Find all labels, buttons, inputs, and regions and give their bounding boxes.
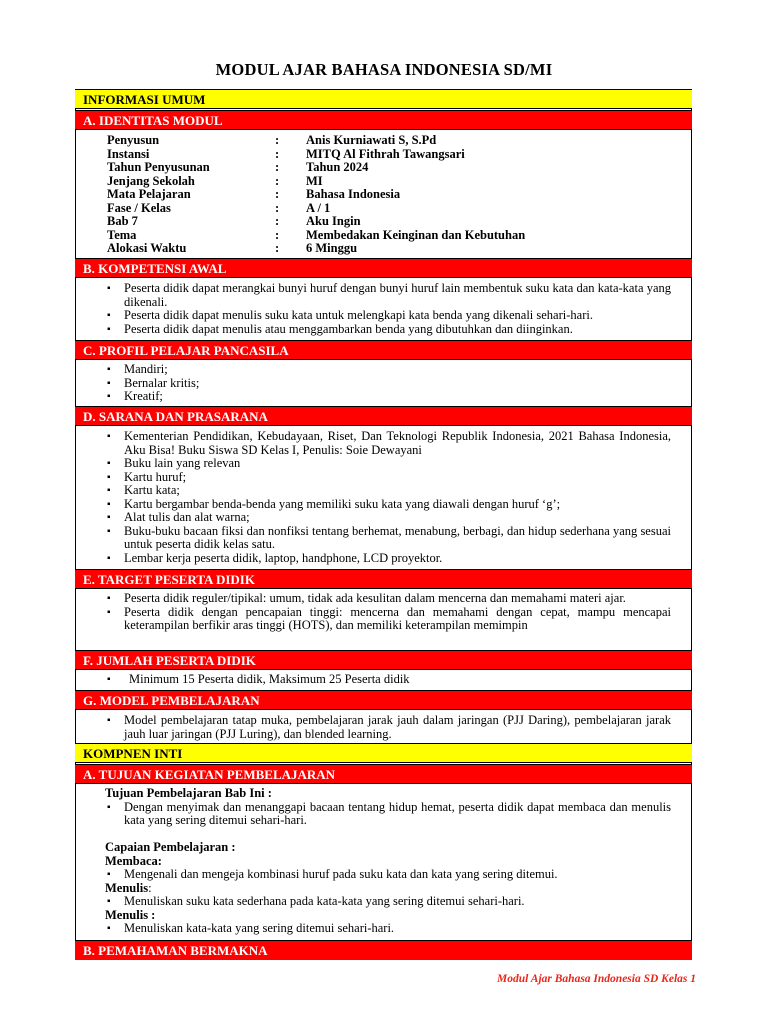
list-item: [105, 592, 671, 606]
header-tujuan-kegiatan: A. TUJUAN KEGIATAN PEMBELAJARAN: [75, 764, 692, 784]
list-item-text: Model pembelajaran tatap muka, pembelajaran jarak jauh dalam jaringan (PJJ Daring), pembelajaran jarak jauh luar jaringan (PJJ Luring), dan blended learning.: [124, 713, 671, 741]
list-item-text: Buku-buku bacaan fiksi dan nonfiksi tentang berhemat, menabung, berbagi, dan hidup sederhana yang sesuai untuk peserta didik kelas satu.: [124, 523, 671, 551]
list-item: [105, 323, 671, 337]
list-item: [105, 430, 671, 457]
list-item-text: Peserta didik dapat menulis atau menggambarkan benda yang dibutuhkan dan diinginkan.: [124, 321, 573, 336]
identitas-separator: :: [275, 187, 280, 201]
list-item-text: Menuliskan suku kata sederhana pada kata-kata yang sering ditemui sehari-hari.: [124, 894, 525, 908]
list-item: [105, 801, 671, 828]
list-item: [105, 363, 671, 377]
list-item-text: Alat tulis dan alat warna;: [124, 510, 250, 524]
list-item: [105, 922, 671, 936]
identitas-label: Mata Pelajaran: [107, 187, 191, 201]
list-item-text: Kartu huruf;: [124, 469, 187, 484]
identitas-label: Instansi: [107, 146, 150, 161]
jumlah-list: [105, 673, 671, 687]
menulis-list-2: [105, 922, 671, 936]
identitas-row: [107, 229, 667, 243]
list-item: [105, 673, 671, 687]
identitas-value: 6 Minggu: [306, 241, 358, 255]
tujuan-list: [105, 801, 671, 828]
bullet-icon: ▪: [107, 391, 111, 402]
bullet-icon: ▪: [107, 364, 111, 375]
identitas-value: A / 1: [306, 200, 331, 215]
identitas-label: Tema: [107, 227, 137, 242]
identitas-row: [107, 161, 667, 175]
sarana-section: [105, 430, 671, 565]
bullet-icon: ▪: [107, 498, 111, 510]
identitas-row: [107, 215, 667, 229]
bullet-icon: ▪: [107, 310, 111, 321]
list-item: [105, 484, 671, 498]
list-item-text: Minimum 15 Peserta didik, Maksimum 25 Peserta didik: [129, 672, 410, 686]
jumlah-section: [105, 673, 671, 687]
list-item-text: Peserta didik dengan pencapaian tinggi: mencerna dan memahami dengan cepat, mampu mencapai keterampilan berfikir aras tinggi (HOTS), dan memiliki keterampilan memimpin: [124, 604, 671, 632]
identitas-row: [107, 188, 667, 202]
identitas-value: Tahun 2024: [306, 160, 369, 174]
header-informasi-umum: INFORMASI UMUM: [75, 89, 692, 109]
identitas-row: [107, 202, 667, 216]
membaca-label: Membaca:: [105, 853, 162, 868]
identitas-label: Tahun Penyusunan: [107, 160, 210, 174]
list-item: [105, 511, 671, 525]
identitas-separator: :: [275, 173, 280, 188]
kompetensi-list: [105, 282, 671, 336]
identitas-label: Jenjang Sekolah: [107, 173, 195, 188]
identitas-value: Membedakan Keinginan dan Kebutuhan: [306, 227, 526, 242]
bullet-icon: ▪: [107, 923, 111, 934]
menulis-list-1: [105, 895, 671, 909]
list-item: [105, 895, 671, 909]
header-kompetensi-awal: B. KOMPETENSI AWAL: [75, 258, 692, 278]
model-section: [105, 714, 671, 741]
list-item: [105, 498, 671, 512]
header-target-peserta: E. TARGET PESERTA DIDIK: [75, 569, 692, 589]
list-item-text: Bernalar kritis;: [124, 375, 200, 390]
bullet-icon: ▪: [107, 552, 111, 564]
identitas-separator: :: [275, 146, 280, 161]
identitas-row: [107, 148, 667, 162]
bullet-icon: ▪: [107, 283, 111, 294]
capaian-heading: Capaian Pembelajaran :: [105, 840, 236, 854]
sarana-list: [105, 430, 671, 565]
header-komponen-inti: KOMPNEN INTI: [75, 743, 692, 763]
identitas-row: [107, 134, 667, 148]
identitas-separator: :: [275, 227, 280, 242]
bullet-icon: ▪: [107, 485, 111, 496]
identitas-value: MITQ Al Fithrah Tawangsari: [306, 146, 465, 161]
page-footer: Modul Ajar Bahasa Indonesia SD Kelas 1: [497, 973, 696, 985]
bullet-icon: ▪: [107, 606, 111, 618]
list-item-text: Menuliskan kata-kata yang sering ditemui sehari-hari.: [124, 921, 395, 935]
kompetensi-section: [105, 282, 671, 336]
header-sarana-prasarana: D. SARANA DAN PRASARANA: [75, 406, 692, 426]
membaca-list: [105, 868, 671, 882]
identitas-grid: [107, 134, 667, 256]
bullet-icon: ▪: [107, 471, 111, 483]
list-item: [105, 714, 671, 741]
list-item-text: Peserta didik dapat merangkai bunyi huruf dengan bunyi huruf lain membentuk suku kata dan kata-kata yang dikenali.: [124, 281, 671, 309]
bullet-icon: ▪: [107, 674, 111, 685]
bullet-icon: ▪: [107, 715, 111, 726]
identitas-separator: :: [275, 241, 280, 255]
list-item: [105, 525, 671, 552]
target-section: [105, 592, 671, 633]
identitas-separator: :: [275, 160, 280, 174]
bullet-icon: ▪: [107, 458, 111, 469]
list-item-text: Peserta didik dapat menulis suku kata untuk melengkapi kata benda yang dikenali sehari-hari.: [124, 308, 593, 322]
header-model-pembelajaran: G. MODEL PEMBELAJARAN: [75, 690, 692, 710]
list-item-text: Kartu kata;: [124, 483, 180, 497]
list-item: [105, 390, 671, 404]
list-item-text: Mandiri;: [124, 362, 168, 376]
bullet-icon: ▪: [107, 377, 111, 389]
list-item-text: Kementerian Pendidikan, Kebudayaan, Riset, Dan Teknologi Republik Indonesia, 2021 Bahasa Indonesia, Aku Bisa! Buku Siswa SD Kelas I, Penulis: Soie Dewayani: [124, 429, 671, 457]
bullet-icon: ▪: [107, 431, 111, 442]
list-item-text: Kartu bergambar benda-benda yang memiliki suku kata yang diawali dengan huruf ‘g’;: [124, 496, 561, 511]
list-item-text: Mengenali dan mengeja kombinasi huruf pada suku kata dan kata yang sering ditemui.: [124, 867, 558, 881]
bullet-icon: ▪: [107, 525, 111, 537]
identitas-separator: :: [275, 133, 280, 147]
target-list: [105, 592, 671, 633]
list-item-text: Kreatif;: [124, 389, 163, 403]
header-profil-pelajar: C. PROFIL PELAJAR PANCASILA: [75, 340, 692, 360]
identitas-value: Anis Kurniawati S, S.Pd: [306, 133, 437, 147]
identitas-label: Penyusun: [107, 133, 160, 147]
list-item-text: Peserta didik reguler/tipikal: umum, tidak ada kesulitan dalam mencerna dan memahami materi ajar.: [124, 591, 626, 605]
bullet-icon: ▪: [107, 869, 111, 880]
list-item: [105, 471, 671, 485]
list-item: [105, 868, 671, 882]
bullet-icon: ▪: [107, 512, 111, 523]
identitas-row: [107, 242, 667, 256]
identitas-label: Fase / Kelas: [107, 200, 171, 215]
list-item: [105, 457, 671, 471]
identitas-separator: :: [275, 214, 280, 228]
list-item: [105, 309, 671, 323]
list-item: [105, 282, 671, 309]
identitas-row: [107, 175, 667, 189]
bullet-icon: ▪: [107, 593, 111, 604]
identitas-value: MI: [306, 173, 323, 188]
identitas-value: Aku Ingin: [306, 214, 361, 228]
identitas-value: Bahasa Indonesia: [306, 187, 401, 201]
header-identitas-modul: A. IDENTITAS MODUL: [75, 110, 692, 130]
tujuan-heading: Tujuan Pembelajaran Bab Ini :: [105, 786, 272, 800]
bullet-icon: ▪: [107, 801, 111, 813]
document-title: MODUL AJAR BAHASA INDONESIA SD/MI: [215, 60, 553, 79]
menulis-label-1: Menulis:: [105, 880, 152, 895]
list-item-text: Dengan menyimak dan menanggapi bacaan tentang hidup hemat, peserta didik dapat membaca dan menulis kata yang sering ditemui sehari-hari.: [124, 799, 671, 827]
list-item-text: Lembar kerja peserta didik, laptop, handphone, LCD proyektor.: [124, 550, 443, 565]
header-pemahaman-bermakna: B. PEMAHAMAN BERMAKNA: [75, 940, 692, 960]
list-item-text: Buku lain yang relevan: [124, 456, 241, 470]
identitas-label: Alokasi Waktu: [107, 241, 187, 255]
profil-section: [105, 363, 671, 404]
list-item: [105, 377, 671, 391]
model-list: [105, 714, 671, 741]
tujuan-section: [105, 787, 671, 936]
list-item: [105, 606, 671, 633]
profil-list: [105, 363, 671, 404]
bullet-icon: ▪: [107, 896, 111, 907]
identitas-separator: :: [275, 200, 280, 215]
menulis-label-2: Menulis :: [105, 907, 156, 922]
identitas-label: Bab 7: [107, 214, 138, 228]
bullet-icon: ▪: [107, 323, 111, 335]
header-jumlah-peserta: F. JUMLAH PESERTA DIDIK: [75, 650, 692, 670]
list-item: [105, 552, 671, 566]
